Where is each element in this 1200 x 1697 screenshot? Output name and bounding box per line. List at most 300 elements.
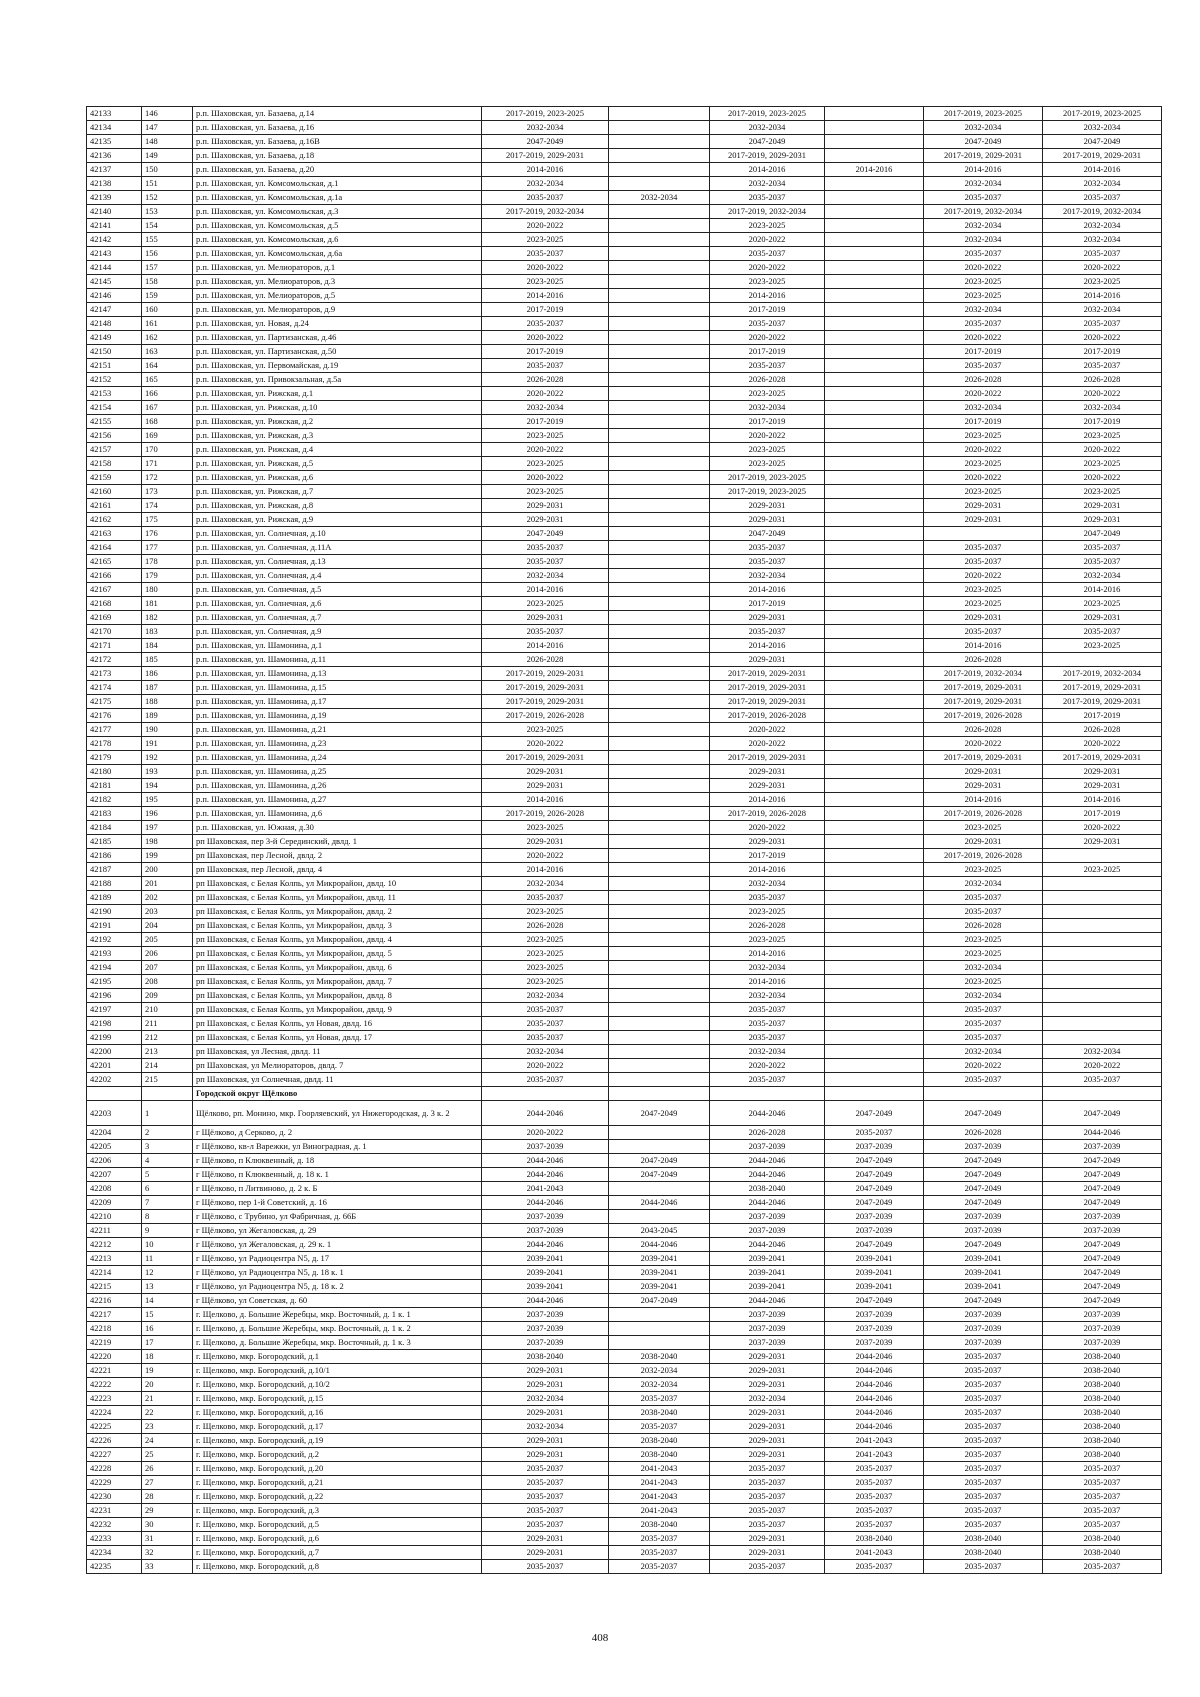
table-cell: 23 [142, 1420, 193, 1434]
table-cell: 2035-2037 [482, 1560, 609, 1574]
table-cell [924, 1087, 1043, 1101]
table-cell: р.п. Шаховская, ул. Рижская, д.6 [193, 471, 482, 485]
table-cell [609, 261, 710, 275]
table-cell: 42172 [87, 653, 142, 667]
table-cell [825, 471, 924, 485]
table-cell: 153 [142, 205, 193, 219]
table-cell: 42198 [87, 1017, 142, 1031]
table-row [87, 387, 1162, 401]
table-cell: р.п. Шаховская, ул. Рижская, д.7 [193, 485, 482, 499]
table-cell: 2037-2039 [1043, 1210, 1162, 1224]
table-cell: 2017-2019 [710, 415, 825, 429]
table-cell [1043, 947, 1162, 961]
table-cell: г. Щелково, мкр. Богородский, д.17 [193, 1420, 482, 1434]
table-cell [825, 387, 924, 401]
table-cell: 2020-2022 [924, 569, 1043, 583]
table-cell: 2035-2037 [924, 1364, 1043, 1378]
table-cell: р.п. Шаховская, ул. Мелиораторов, д.3 [193, 275, 482, 289]
table-cell: 2041-2043 [825, 1546, 924, 1560]
table-cell: 2035-2037 [710, 1073, 825, 1087]
table-cell: р.п. Шаховская, ул. Шамонина, д.19 [193, 709, 482, 723]
table-cell [609, 569, 710, 583]
table-cell: 42222 [87, 1378, 142, 1392]
table-cell: 2029-2031 [710, 1532, 825, 1546]
table-cell: 2044-2046 [482, 1168, 609, 1182]
table-cell: 2032-2034 [710, 401, 825, 415]
table-cell [609, 681, 710, 695]
table-cell: 2029-2031 [482, 1546, 609, 1560]
table-cell: 42166 [87, 569, 142, 583]
table-cell: 2017-2019, 2026-2028 [710, 709, 825, 723]
table-cell: 2035-2037 [924, 625, 1043, 639]
table-row [87, 1196, 1162, 1210]
table-cell: 2035-2037 [1043, 247, 1162, 261]
table-cell: 2026-2028 [924, 653, 1043, 667]
table-cell: 42201 [87, 1059, 142, 1073]
table-cell: 29 [142, 1504, 193, 1518]
table-cell [825, 415, 924, 429]
table-cell: 2032-2034 [924, 233, 1043, 247]
table-cell: 42225 [87, 1420, 142, 1434]
table-row [87, 933, 1162, 947]
table-cell: 202 [142, 891, 193, 905]
table-cell: 2017-2019, 2032-2034 [924, 667, 1043, 681]
table-cell: 2038-2040 [609, 1518, 710, 1532]
table-cell: р.п. Шаховская, ул. Шамонина, д.11 [193, 653, 482, 667]
table-cell: р.п. Шаховская, ул. Комсомольская, д.1а [193, 191, 482, 205]
table-cell: 2047-2049 [710, 527, 825, 541]
table-cell: 165 [142, 373, 193, 387]
table-cell: 2039-2041 [825, 1266, 924, 1280]
table-cell: 30 [142, 1518, 193, 1532]
table-cell: г Щёлково, п Клюквенный, д. 18 к. 1 [193, 1168, 482, 1182]
table-cell: 2017-2019 [1043, 415, 1162, 429]
table-cell: р.п. Шаховская, ул. Шамонина, д.26 [193, 779, 482, 793]
table-cell: 13 [142, 1280, 193, 1294]
table-cell: рп Шаховская, с Белая Колпь, ул Микрорайон, двлд. 7 [193, 975, 482, 989]
table-cell: 2029-2031 [710, 1420, 825, 1434]
table-cell: 2029-2031 [482, 1532, 609, 1546]
table-cell: 2044-2046 [825, 1378, 924, 1392]
table-cell: 42228 [87, 1462, 142, 1476]
table-cell: 2029-2031 [924, 779, 1043, 793]
table-row [87, 1182, 1162, 1196]
table-cell: 2029-2031 [710, 1406, 825, 1420]
table-cell: 2037-2039 [825, 1322, 924, 1336]
table-cell: 2029-2031 [710, 653, 825, 667]
table-cell: р.п. Шаховская, ул. Комсомольская, д.6 [193, 233, 482, 247]
table-cell: 2020-2022 [1043, 821, 1162, 835]
table-cell: рп Шаховская, пер Лесной, двлд. 2 [193, 849, 482, 863]
table-cell: 2047-2049 [825, 1182, 924, 1196]
table-cell: р.п. Шаховская, ул. Солнечная, д.6 [193, 597, 482, 611]
table-cell: 2037-2039 [482, 1140, 609, 1154]
table-cell: рп Шаховская, с Белая Колпь, ул Микрорайон, двлд. 4 [193, 933, 482, 947]
table-cell: 42193 [87, 947, 142, 961]
table-cell: 42179 [87, 751, 142, 765]
table-cell: 42218 [87, 1322, 142, 1336]
table-cell [1043, 975, 1162, 989]
table-cell: 2020-2022 [710, 723, 825, 737]
table-cell: рп Шаховская, ул Лесная, двлд. 11 [193, 1045, 482, 1059]
table-cell: 2044-2046 [1043, 1126, 1162, 1140]
table-cell [825, 289, 924, 303]
table-cell: г Щёлково, ул Жегаловская, д. 29 к. 1 [193, 1238, 482, 1252]
table-cell: 42141 [87, 219, 142, 233]
table-cell: 42169 [87, 611, 142, 625]
table-cell: 2037-2039 [482, 1336, 609, 1350]
table-cell [609, 457, 710, 471]
table-cell: 2035-2037 [924, 891, 1043, 905]
table-cell: 2038-2040 [1043, 1532, 1162, 1546]
table-cell: 2035-2037 [609, 1420, 710, 1434]
table-cell [825, 667, 924, 681]
table-cell: 199 [142, 849, 193, 863]
table-cell [825, 863, 924, 877]
table-cell: 2047-2049 [825, 1101, 924, 1126]
table-cell: 42231 [87, 1504, 142, 1518]
table-cell: 2020-2022 [924, 331, 1043, 345]
table-cell [825, 121, 924, 135]
table-cell: 2017-2019, 2029-2031 [710, 667, 825, 681]
table-row [87, 1059, 1162, 1073]
table-cell [609, 947, 710, 961]
table-row [87, 1126, 1162, 1140]
table-cell [825, 765, 924, 779]
table-cell: 2035-2037 [924, 1448, 1043, 1462]
table-row [87, 1546, 1162, 1560]
table-cell: г Щёлково, кв-л Варежки, ул Виноградная, д. 1 [193, 1140, 482, 1154]
table-cell: 2032-2034 [710, 989, 825, 1003]
table-cell: 2023-2025 [482, 961, 609, 975]
table-cell: 42234 [87, 1546, 142, 1560]
table-cell [609, 513, 710, 527]
table-cell: 2029-2031 [1043, 611, 1162, 625]
table-cell: 2020-2022 [924, 471, 1043, 485]
table-cell: 2020-2022 [1043, 1059, 1162, 1073]
table-cell: 2017-2019, 2029-2031 [924, 695, 1043, 709]
table-row [87, 373, 1162, 387]
table-cell: 42152 [87, 373, 142, 387]
table-cell: 2047-2049 [1043, 1182, 1162, 1196]
table-cell [1043, 1003, 1162, 1017]
table-row [87, 121, 1162, 135]
table-cell: 2035-2037 [710, 247, 825, 261]
table-cell: 2047-2049 [1043, 1266, 1162, 1280]
table-cell: р.п. Шаховская, ул. Шамонина, д.15 [193, 681, 482, 695]
table-cell: 42168 [87, 597, 142, 611]
table-row [87, 639, 1162, 653]
table-row [87, 1490, 1162, 1504]
table-cell: р.п. Шаховская, ул. Базаева, д.16В [193, 135, 482, 149]
table-cell: 2032-2034 [924, 401, 1043, 415]
table-cell: 2032-2034 [482, 121, 609, 135]
table-cell: 2020-2022 [482, 737, 609, 751]
table-cell [825, 597, 924, 611]
table-cell: 2044-2046 [482, 1101, 609, 1126]
table-cell [87, 1087, 142, 1101]
table-cell: 2017-2019 [710, 345, 825, 359]
table-cell: 155 [142, 233, 193, 247]
page-number: 408 [591, 1632, 609, 1644]
table-cell: 15 [142, 1308, 193, 1322]
table-cell: 42205 [87, 1140, 142, 1154]
table-cell: 2014-2016 [710, 163, 825, 177]
table-cell: 158 [142, 275, 193, 289]
table-cell: 2023-2025 [1043, 639, 1162, 653]
table-cell [825, 625, 924, 639]
table-cell: 2035-2037 [482, 1073, 609, 1087]
table-cell: 2023-2025 [924, 933, 1043, 947]
table-cell [609, 401, 710, 415]
table-cell [825, 849, 924, 863]
table-cell: 173 [142, 485, 193, 499]
table-cell: 2038-2040 [1043, 1392, 1162, 1406]
table-cell: 2037-2039 [924, 1322, 1043, 1336]
table-cell: 42145 [87, 275, 142, 289]
table-cell: 2035-2037 [482, 891, 609, 905]
table-cell: 2017-2019, 2029-2031 [924, 149, 1043, 163]
table-cell: 2037-2039 [924, 1224, 1043, 1238]
table-cell [482, 1087, 609, 1101]
table-row [87, 1294, 1162, 1308]
table-cell: 2017-2019, 2026-2028 [924, 807, 1043, 821]
table-cell: 2017-2019, 2029-2031 [482, 751, 609, 765]
table-cell [609, 107, 710, 121]
table-cell [609, 1336, 710, 1350]
table-cell [825, 905, 924, 919]
table-cell: 191 [142, 737, 193, 751]
table-cell [825, 583, 924, 597]
table-cell: 42185 [87, 835, 142, 849]
table-cell: 2041-2043 [609, 1504, 710, 1518]
table-cell: Щёлково, рп. Монино, мкр. Гоорляевский, ул Нижегородская, д. 3 к. 2 [193, 1101, 482, 1126]
table-cell: 2041-2043 [482, 1182, 609, 1196]
table-cell: 197 [142, 821, 193, 835]
table-cell: 172 [142, 471, 193, 485]
table-cell: 2014-2016 [482, 289, 609, 303]
table-cell: г. Щелково, мкр. Богородский, д.8 [193, 1560, 482, 1574]
schedule-table [86, 106, 1162, 1574]
table-cell: 2039-2041 [609, 1266, 710, 1280]
table-cell [609, 219, 710, 233]
table-row [87, 961, 1162, 975]
table-cell: 174 [142, 499, 193, 513]
table-cell: 2032-2034 [609, 1378, 710, 1392]
table-cell: 42214 [87, 1266, 142, 1280]
table-cell: 2035-2037 [609, 1392, 710, 1406]
table-cell: 2038-2040 [1043, 1546, 1162, 1560]
table-cell [825, 261, 924, 275]
table-cell: 2035-2037 [1043, 1073, 1162, 1087]
table-cell [609, 597, 710, 611]
table-cell: 11 [142, 1252, 193, 1266]
table-cell: 2035-2037 [482, 1017, 609, 1031]
table-cell: 42134 [87, 121, 142, 135]
table-cell: 2014-2016 [710, 793, 825, 807]
table-cell: 42174 [87, 681, 142, 695]
table-cell: 42180 [87, 765, 142, 779]
table-cell: 2020-2022 [482, 219, 609, 233]
table-cell: 203 [142, 905, 193, 919]
table-cell: 2037-2039 [482, 1308, 609, 1322]
table-cell [609, 765, 710, 779]
table-cell: 2047-2049 [1043, 1168, 1162, 1182]
table-cell: 2037-2039 [482, 1210, 609, 1224]
table-cell: г Щёлково, ул Радиоцентра N5, д. 18 к. 2 [193, 1280, 482, 1294]
table-cell: 42157 [87, 443, 142, 457]
table-cell: 2017-2019, 2023-2025 [710, 471, 825, 485]
table-cell: 2047-2049 [609, 1294, 710, 1308]
table-cell: 2032-2034 [1043, 233, 1162, 247]
table-cell: 2037-2039 [825, 1224, 924, 1238]
table-cell: 185 [142, 653, 193, 667]
table-cell: 175 [142, 513, 193, 527]
table-row [87, 597, 1162, 611]
table-cell: 2017-2019, 2029-2031 [482, 695, 609, 709]
table-row [87, 359, 1162, 373]
table-cell: р.п. Шаховская, ул. Шамонина, д.25 [193, 765, 482, 779]
table-cell: 2023-2025 [482, 905, 609, 919]
table-cell [609, 541, 710, 555]
table-cell [825, 275, 924, 289]
table-cell: 42233 [87, 1532, 142, 1546]
table-cell: 2029-2031 [710, 779, 825, 793]
table-cell: 42224 [87, 1406, 142, 1420]
table-row [87, 219, 1162, 233]
table-cell: 2035-2037 [482, 191, 609, 205]
table-cell: 188 [142, 695, 193, 709]
table-cell: 42138 [87, 177, 142, 191]
table-cell: г Щёлково, ул Жегаловская, д. 29 [193, 1224, 482, 1238]
table-cell: 1 [142, 1101, 193, 1126]
table-cell: 2014-2016 [710, 289, 825, 303]
table-cell: 2035-2037 [710, 1003, 825, 1017]
table-cell: 2035-2037 [825, 1504, 924, 1518]
table-cell: 2017-2019, 2029-2031 [482, 667, 609, 681]
table-cell: 2023-2025 [924, 821, 1043, 835]
table-cell: 2032-2034 [482, 1420, 609, 1434]
table-cell: 42227 [87, 1448, 142, 1462]
table-cell: 2044-2046 [825, 1350, 924, 1364]
table-cell: р.п. Шаховская, ул. Комсомольская, д.6а [193, 247, 482, 261]
table-cell: г. Щелково, мкр. Богородский, д.22 [193, 1490, 482, 1504]
table-cell: рп Шаховская, с Белая Колпь, ул Микрорайон, двлд. 5 [193, 947, 482, 961]
table-cell: 42207 [87, 1168, 142, 1182]
table-cell: 2047-2049 [1043, 135, 1162, 149]
table-row [87, 1140, 1162, 1154]
table-cell: 2039-2041 [710, 1280, 825, 1294]
table-cell: 2032-2034 [924, 219, 1043, 233]
table-row [87, 247, 1162, 261]
table-cell: 2029-2031 [710, 1434, 825, 1448]
table-cell: р.п. Шаховская, ул. Шамонина, д.17 [193, 695, 482, 709]
table-cell: 2035-2037 [482, 1476, 609, 1490]
table-row [87, 345, 1162, 359]
table-cell: 2026-2028 [1043, 723, 1162, 737]
table-cell: 42163 [87, 527, 142, 541]
table-cell [609, 667, 710, 681]
table-cell: 2039-2041 [609, 1252, 710, 1266]
table-cell: 2035-2037 [924, 1378, 1043, 1392]
table-cell: 2017-2019, 2026-2028 [924, 849, 1043, 863]
table-cell: 2029-2031 [482, 1434, 609, 1448]
table-cell: 2032-2034 [482, 177, 609, 191]
table-cell [825, 457, 924, 471]
table-cell: 42155 [87, 415, 142, 429]
table-row [87, 289, 1162, 303]
table-cell: 2035-2037 [924, 1504, 1043, 1518]
table-cell: 42188 [87, 877, 142, 891]
table-cell: 2020-2022 [482, 1126, 609, 1140]
table-cell: 2014-2016 [710, 947, 825, 961]
table-cell [825, 737, 924, 751]
table-row [87, 821, 1162, 835]
table-cell: 2023-2025 [482, 233, 609, 247]
table-row [87, 1434, 1162, 1448]
table-cell: 2032-2034 [482, 877, 609, 891]
table-cell [609, 205, 710, 219]
table-cell [825, 513, 924, 527]
table-cell: 2039-2041 [924, 1252, 1043, 1266]
table-cell: 179 [142, 569, 193, 583]
table-cell [609, 289, 710, 303]
table-cell: 2032-2034 [1043, 401, 1162, 415]
table-cell: 2023-2025 [710, 443, 825, 457]
table-cell: 178 [142, 555, 193, 569]
table-cell: 2017-2019 [710, 303, 825, 317]
table-cell: р.п. Шаховская, ул. Рижская, д.3 [193, 429, 482, 443]
table-row [87, 149, 1162, 163]
table-cell: 2035-2037 [710, 1560, 825, 1574]
table-cell: 42133 [87, 107, 142, 121]
table-cell: 2038-2040 [1043, 1378, 1162, 1392]
table-cell: 2023-2025 [924, 975, 1043, 989]
table-cell: 2037-2039 [825, 1210, 924, 1224]
table-cell: 148 [142, 135, 193, 149]
table-row [87, 737, 1162, 751]
table-cell [609, 1073, 710, 1087]
table-cell: 2035-2037 [710, 1017, 825, 1031]
table-cell: 2029-2031 [1043, 499, 1162, 513]
table-cell [924, 527, 1043, 541]
table-cell: 5 [142, 1168, 193, 1182]
table-cell: 17 [142, 1336, 193, 1350]
table-cell: 2020-2022 [1043, 737, 1162, 751]
table-cell: 2044-2046 [710, 1101, 825, 1126]
table-row [87, 905, 1162, 919]
table-cell: р.п. Шаховская, ул. Рижская, д.8 [193, 499, 482, 513]
table-row [87, 1322, 1162, 1336]
table-cell: 2035-2037 [825, 1462, 924, 1476]
table-cell: р.п. Шаховская, ул. Солнечная, д.10 [193, 527, 482, 541]
table-cell: 2029-2031 [1043, 765, 1162, 779]
table-cell: рп Шаховская, с Белая Колпь, ул Микрорайон, двлд. 3 [193, 919, 482, 933]
table-cell: 42195 [87, 975, 142, 989]
table-cell [609, 317, 710, 331]
table-cell: 166 [142, 387, 193, 401]
table-cell [609, 387, 710, 401]
table-cell: 2023-2025 [482, 947, 609, 961]
table-cell: 2017-2019, 2023-2025 [710, 485, 825, 499]
table-cell: 26 [142, 1462, 193, 1476]
table-cell: 2014-2016 [924, 163, 1043, 177]
table-cell: 2017-2019, 2023-2025 [924, 107, 1043, 121]
table-cell: 2029-2031 [710, 1350, 825, 1364]
table-row [87, 303, 1162, 317]
table-cell [1043, 1087, 1162, 1101]
table-cell: 2032-2034 [1043, 177, 1162, 191]
